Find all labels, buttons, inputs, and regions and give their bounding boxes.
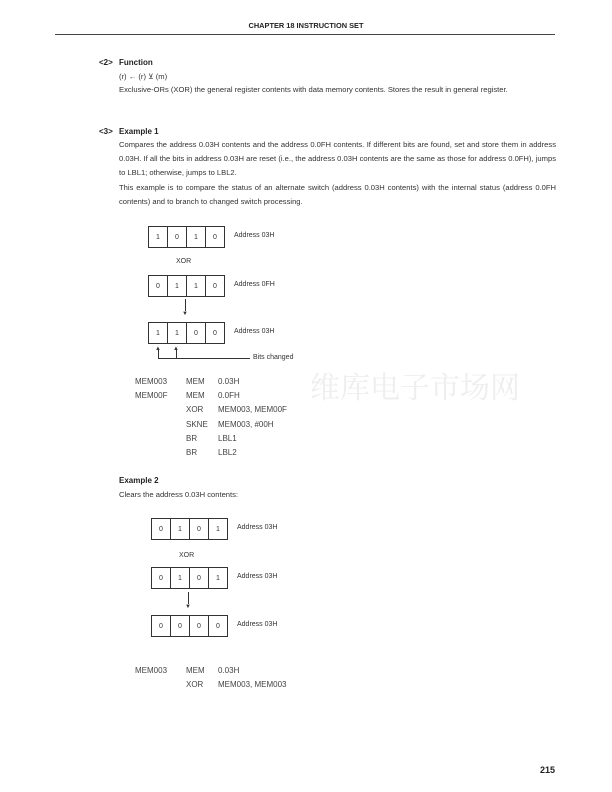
code-operand: LBL2 [218, 448, 237, 457]
bit-cell: 0 [171, 616, 190, 636]
bit-cell: 0 [213, 329, 217, 337]
bit-cell: 0 [216, 622, 220, 630]
example2-heading: Example 2 [119, 476, 159, 485]
code-mnemonic: SKNE [186, 419, 208, 429]
code-mnemonic: MEM [186, 377, 205, 386]
function-number: <2> [99, 58, 113, 67]
down-arrow [185, 299, 186, 311]
example1-heading: Example 1 [119, 127, 159, 136]
bit-cell: 0 [152, 568, 171, 588]
bit-cell: 1 [168, 323, 187, 343]
bit-cell: 0 [190, 616, 209, 636]
code-operand: MEM003, #00H [218, 419, 274, 429]
page-number: 215 [539, 765, 555, 775]
code-operand: MEM003, MEM00F [218, 405, 287, 415]
bit-cell: 1 [171, 568, 190, 588]
code-operand: LBL1 [218, 433, 237, 443]
bit-cell: 1 [187, 227, 206, 247]
address-label: Address 03H [234, 232, 275, 239]
bit-cell: 1 [149, 227, 168, 247]
bit-cell: 0 [187, 323, 206, 343]
bit-cell: 1 [216, 574, 220, 582]
bit-register-box [148, 322, 225, 344]
function-formula: (r) ← (r) ⊻ (m) [119, 72, 168, 81]
bits-changed-label: Bits changed [253, 354, 294, 361]
function-description: Exclusive-ORs (XOR) the general register contents with data memory contents. Stores the result in general register. [119, 85, 508, 94]
bit-register-box [151, 567, 228, 589]
address-label: Address 03H [237, 524, 278, 531]
example1-number: <3> [99, 127, 113, 136]
bit-register-box [151, 518, 228, 540]
bit-cell: 0 [149, 276, 168, 296]
example1-description: Compares the address 0.03H contents and the address 0.0FH contents. If different bits are found, set and store them in address 0.03H. If all the bits in address 0.03H are reset (i.e., the address 0.03H contents are the same as those for address 0.0FH), jumps to LBL1; otherwise, jumps to LBL2. [119, 140, 556, 177]
bit-cell: 0 [213, 282, 217, 290]
bits-changed-leader [158, 358, 250, 359]
code-mnemonic: XOR [186, 680, 204, 690]
header-rule [55, 34, 555, 35]
arrowhead-icon: ▼ [185, 604, 191, 610]
xor-label: XOR [179, 552, 195, 559]
code-label: MEM003 [135, 377, 168, 386]
bit-cell: 0 [190, 519, 209, 539]
example2-description: Clears the address 0.03H contents: [119, 490, 239, 499]
code-operand: MEM003, MEM003 [218, 680, 287, 690]
example1-description-2: This example is to compare the status of an alternate switch (address 0.03H contents) with the internal status (address 0.0FH contents) and to branch to changed switch processing. [119, 183, 556, 206]
watermark: 维库电子市场网 [310, 371, 520, 406]
code-mnemonic: BR [186, 433, 198, 443]
code-operand: 0.03H [218, 377, 240, 386]
down-arrow [188, 592, 189, 604]
bit-cell: 1 [168, 276, 187, 296]
chapter-header: CHAPTER 18 INSTRUCTION SET [248, 21, 364, 30]
bit-register-box [148, 226, 225, 248]
bit-cell: 1 [187, 276, 206, 296]
code-operand: 0.03H [218, 666, 240, 675]
bit-cell: 1 [171, 519, 190, 539]
arrowhead-up-icon: ▲ [155, 346, 161, 352]
xor-label: XOR [176, 258, 192, 265]
address-label: Address 03H [234, 328, 275, 335]
code-mnemonic: MEM [186, 391, 205, 401]
address-label: Address 03H [237, 621, 278, 628]
code-mnemonic: MEM [186, 666, 205, 675]
bit-cell: 0 [190, 568, 209, 588]
bit-register-box [151, 615, 228, 637]
address-label: Address 0FH [234, 281, 275, 288]
bit-register-box [148, 275, 225, 297]
arrowhead-icon: ▼ [182, 311, 188, 317]
address-label: Address 03H [237, 573, 278, 580]
bit-cell: 0 [213, 233, 217, 241]
function-heading: Function [119, 58, 153, 67]
code-label: MEM00F [135, 391, 168, 401]
code-label: MEM003 [135, 666, 168, 675]
code-mnemonic: BR [186, 448, 198, 457]
bit-cell: 0 [152, 616, 171, 636]
bit-cell: 0 [152, 519, 171, 539]
code-operand: 0.0FH [218, 391, 240, 401]
bit-cell: 1 [149, 323, 168, 343]
bit-cell: 0 [168, 227, 187, 247]
arrowhead-up-icon: ▲ [173, 346, 179, 352]
code-mnemonic: XOR [186, 405, 204, 415]
bit-cell: 1 [216, 525, 220, 533]
